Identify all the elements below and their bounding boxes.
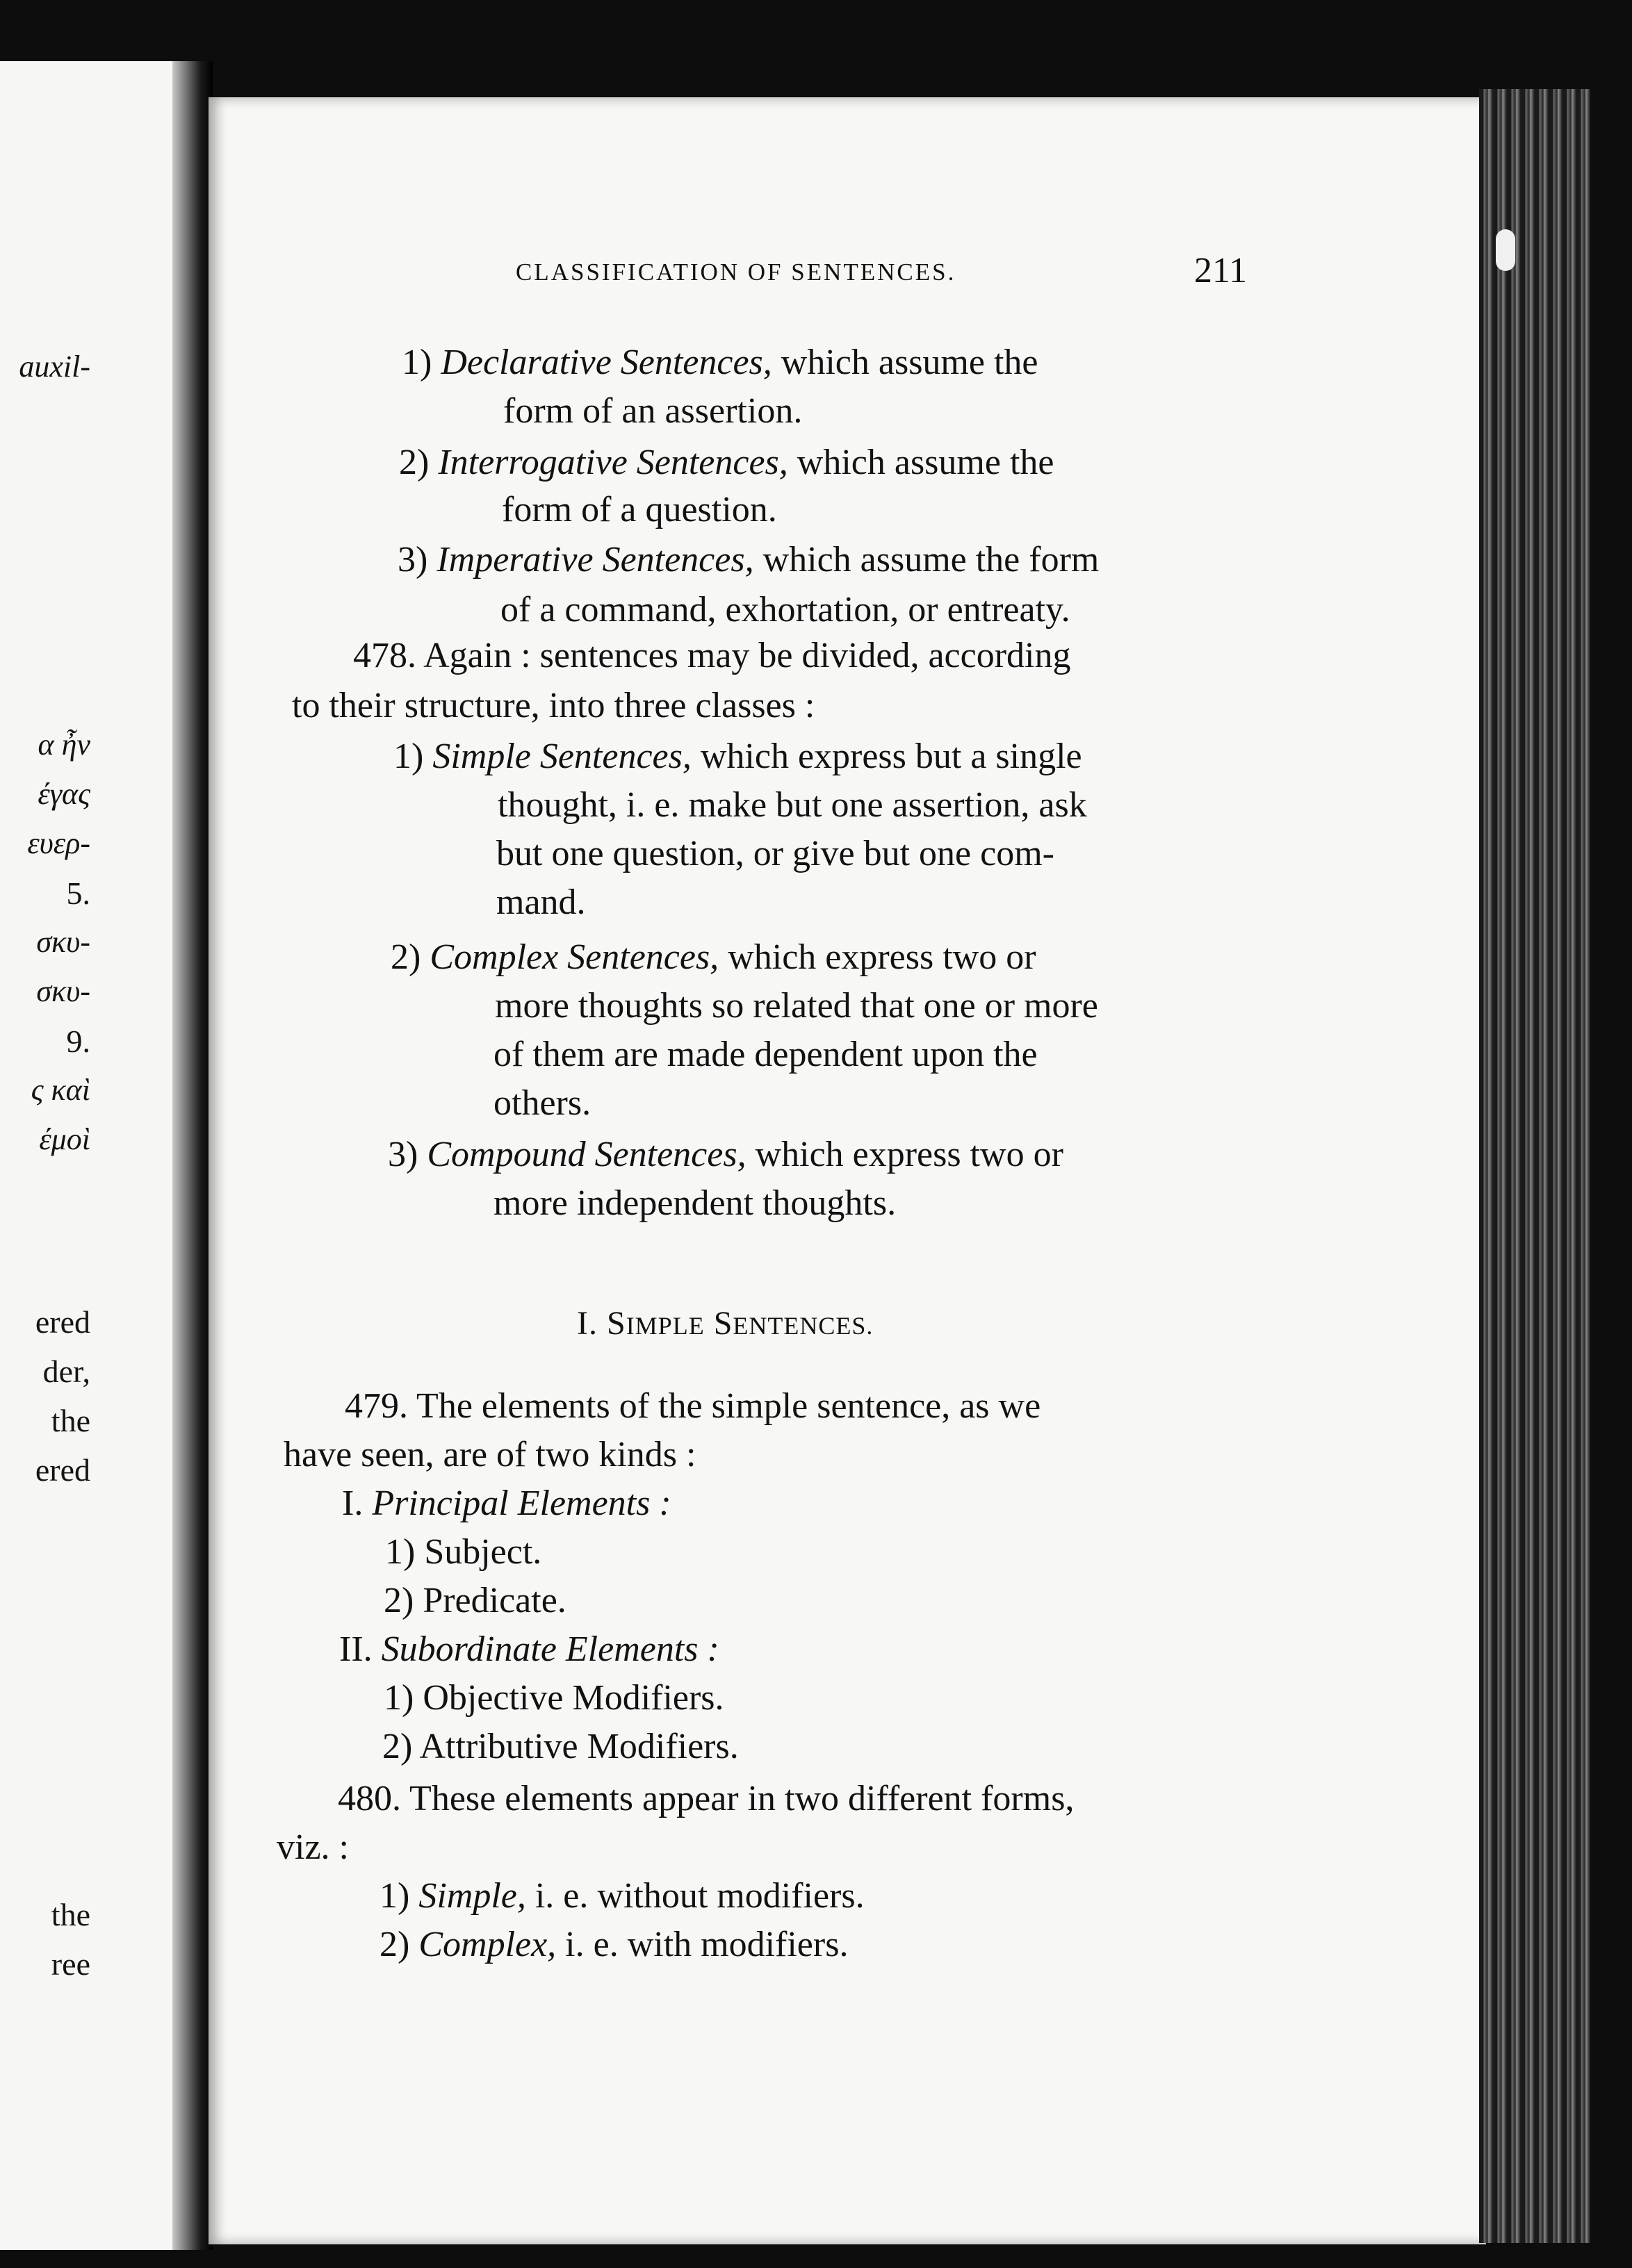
left-page-word: ευερ- [27, 826, 90, 860]
paragraph-line: 480. These elements appear in two different forms, [338, 1779, 1075, 1818]
list-item: 1) Objective Modifiers. [384, 1678, 724, 1718]
list-item-continuation: of them are made dependent upon the [493, 1035, 1038, 1074]
list-heading: I. Principal Elements : [342, 1484, 671, 1523]
list-item-continuation: but one question, or give but one com- [496, 834, 1054, 873]
list-item: 2) Complex Sentences, which express two or [391, 937, 1036, 977]
book-gutter [172, 61, 213, 2250]
left-page-word: έμοὶ [39, 1122, 90, 1156]
left-page-word: the [51, 1897, 90, 1932]
list-heading: II. Subordinate Elements : [339, 1629, 719, 1669]
list-item: 3) Imperative Sentences, which assume the form [398, 540, 1100, 580]
left-page-word: auxil- [19, 350, 90, 384]
list-item: 2) Complex, i. e. with modifiers. [380, 1925, 849, 1964]
left-page-word: ς καὶ [31, 1073, 90, 1107]
left-page-word: ered [35, 1452, 90, 1488]
page-edges [1479, 89, 1590, 2243]
paragraph-line: have seen, are of two kinds : [284, 1435, 696, 1474]
list-item: 1) Simple Sentences, which express but a single [393, 737, 1082, 776]
left-page-word: σκυ- [36, 974, 90, 1008]
list-item: 1) Simple, i. e. without modifiers. [380, 1876, 865, 1916]
list-item-continuation: more independent thoughts. [493, 1183, 897, 1223]
list-item: 2) Attributive Modifiers. [382, 1727, 739, 1766]
list-item-continuation: form of a question. [502, 490, 777, 529]
list-item-continuation: thought, i. e. make but one assertion, ask [498, 785, 1087, 825]
left-page-word: ered [35, 1304, 90, 1340]
left-page-word: α ἦν [38, 728, 90, 762]
page-number: 211 [1194, 251, 1248, 290]
list-item: 2) Interrogative Sentences, which assume the [399, 443, 1054, 482]
list-item-continuation: more thoughts so related that one or more [495, 986, 1098, 1026]
paragraph-line: 479. The elements of the simple sentence, as we [345, 1386, 1041, 1426]
left-page-word: έγας [38, 777, 90, 811]
list-item-continuation: form of an assertion. [503, 391, 803, 431]
page-edge-tab [1496, 229, 1515, 271]
left-page-word: σκυ- [36, 925, 90, 959]
list-item-continuation: mand. [496, 882, 586, 922]
paragraph-line: viz. : [277, 1827, 349, 1867]
paragraph-line: to their structure, into three classes : [292, 686, 815, 725]
list-item: 1) Subject. [385, 1532, 542, 1572]
list-item-continuation: others. [493, 1083, 591, 1123]
left-page-word: the [51, 1403, 90, 1438]
left-page-word: 9. [66, 1024, 90, 1059]
paragraph-line: 478. Again : sentences may be divided, according [353, 636, 1071, 675]
left-page-word: der, [42, 1354, 90, 1389]
running-header: CLASSIFICATION OF SENTENCES. [516, 258, 956, 286]
list-item: 2) Predicate. [384, 1581, 566, 1620]
left-facing-page [0, 61, 172, 2250]
list-item: 3) Compound Sentences, which express two or [388, 1135, 1063, 1174]
list-item-continuation: of a command, exhortation, or entreaty. [500, 590, 1070, 630]
left-page-word: ree [51, 1946, 90, 1982]
list-item: 1) Declarative Sentences, which assume the [402, 343, 1038, 382]
section-heading: I. SIMPLE SENTENCES. [577, 1305, 874, 1342]
left-page-word: 5. [66, 876, 90, 911]
